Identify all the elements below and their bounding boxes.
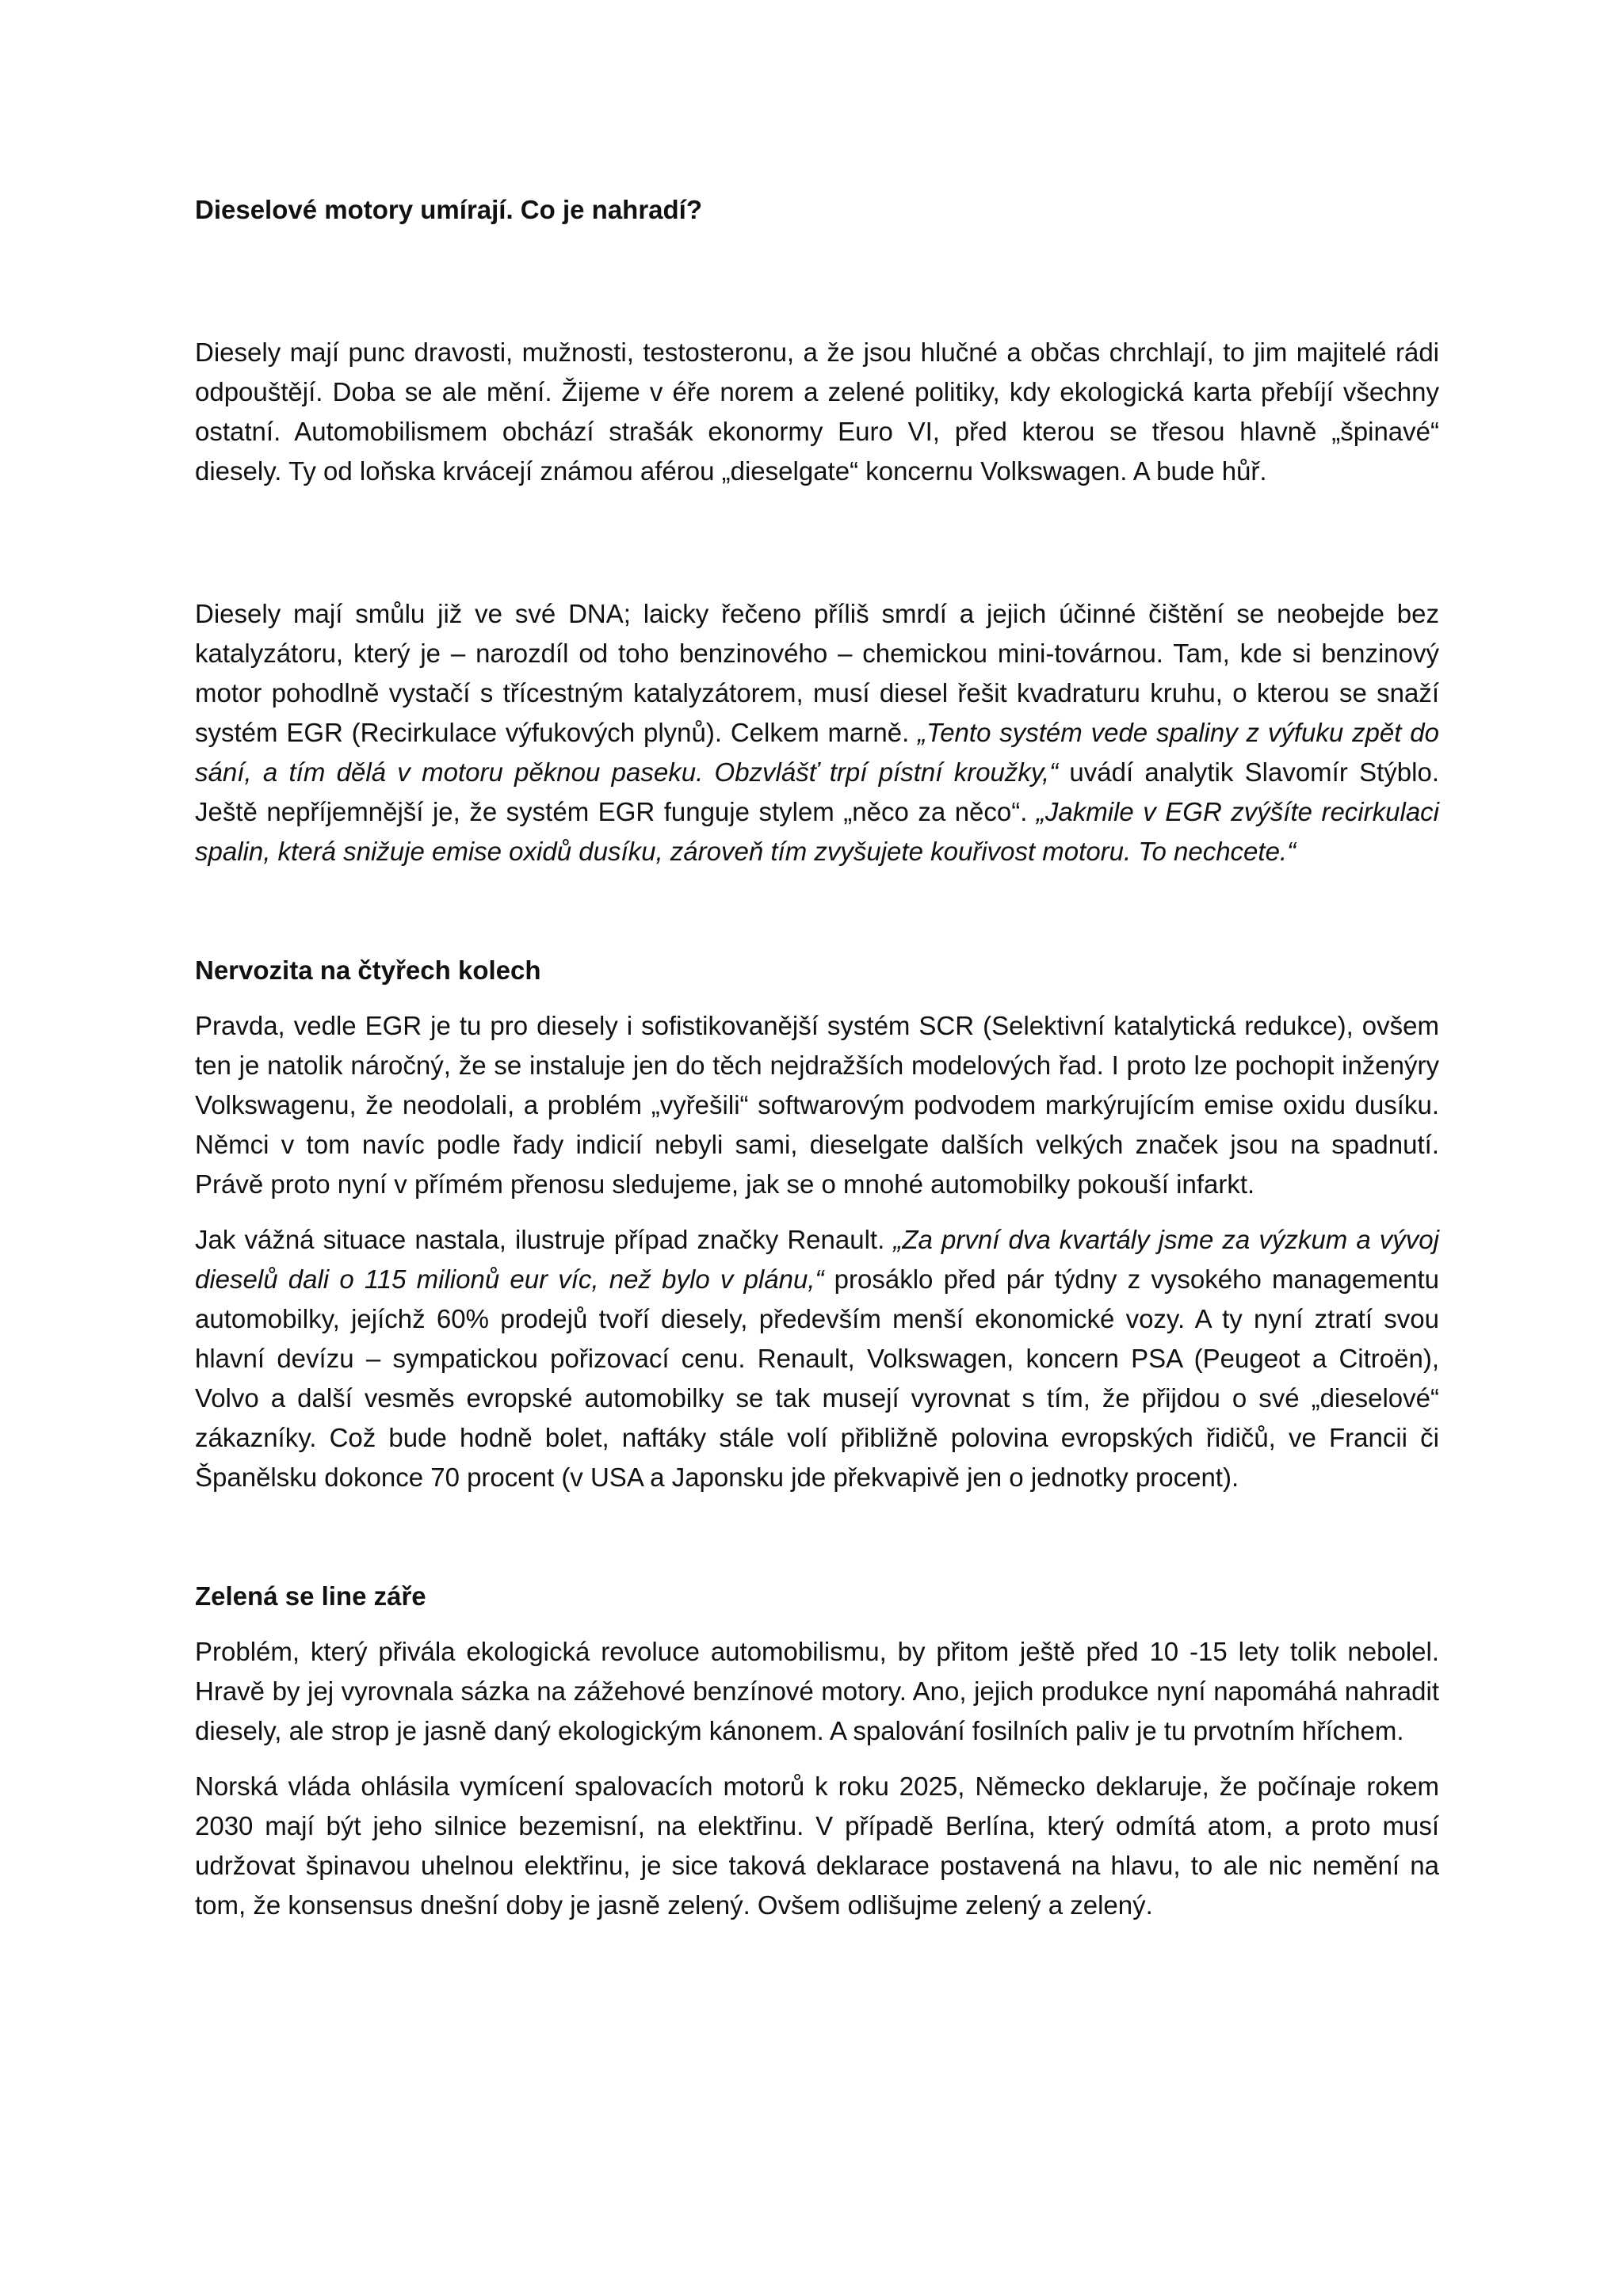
- page-title: Dieselové motory umírají. Co je nahradí?: [195, 195, 703, 224]
- section1-paragraph-2: [195, 1220, 1439, 1497]
- spacer: [195, 1616, 1439, 1632]
- section2-paragraph-2: Norská vláda ohlásila vymícení spalovacích motorů k roku 2025, Německo deklaruje, že počínaje rokem 2030 mají být jeho silnice bezemisní, na elektřinu. V případě Berlína, který odmítá atom, a proto musí udržovat špinavou uhelnou elektřinu, je sice taková deklarace postavená na hlavu, to ale nic nemění na tom, že konsensus dnešní doby je jasně zelený. Ovšem odlišujme zelený a zelený.: [195, 1772, 1439, 1920]
- spacer: [195, 230, 1439, 333]
- intro-paragraph-2-text-b: uvádí analytik Slavomír Stýblo. Ještě nepříjemnější je, že systém EGR funguje stylem „něco za něco“.: [195, 757, 1439, 826]
- section-heading-nervozita: Nervozita na čtyřech kolech: [195, 955, 541, 985]
- spacer: [195, 1751, 1439, 1767]
- intro-paragraph-2-text-a: Diesely mají smůlu již ve své DNA; laicky řečeno příliš smrdí a jejich účinné čištění se neobejde bez katalyzátoru, který je – narozdíl od toho benzinového – chemickou mini-továrnou. Tam, kde si benzinový motor pohodlně vystačí s třícestným katalyzátorem, musí diesel řešit kvadraturu kruhu, o kterou se snaží systém EGR (Recirkulace výfukových plynů). Celkem marně.: [195, 599, 1439, 747]
- section1-paragraph-2-text-b: prosáklo před pár týdny z vysokého managementu automobilky, jejíchž 60% prodejů tvoří diesely, především menší ekonomické vozy. A ty nyní ztratí svou hlavní devízu – sympatickou pořizovací cenu. Renault, Volkswagen, koncern PSA (Peugeot a Citroën), Volvo a další vesměs evropské automobilky se tak musejí vyrovnat s tím, že přijdou o své „dieselové“ zákazníky. Což bude hodně bolet, naftáky stále volí přibližně polovina evropských řidičů, ve Francii či Španělsku dokonce 70 procent (v USA a Japonsku jde překvapivě jen o jednotky procent).: [195, 1264, 1439, 1492]
- intro-quote-1: „Tento systém vede spaliny z výfuku zpět do sání, a tím dělá v motoru pěknou paseku. Obzvlášť trpí pístní kroužky,“: [195, 718, 1439, 787]
- spacer: [195, 990, 1439, 1006]
- section1-quote: „Za první dva kvartály jsme za výzkum a vývoj dieselů dali o 115 milionů eur víc, než bylo v plánu,“: [195, 1225, 1439, 1294]
- document-page: [195, 190, 1439, 1925]
- section1-paragraph-2-text-a: Jak vážná situace nastala, ilustruje případ značky Renault.: [195, 1225, 894, 1254]
- intro-paragraph-2: [195, 594, 1439, 871]
- spacer: [195, 1497, 1439, 1577]
- spacer: [195, 871, 1439, 951]
- section2-paragraph-1: Problém, který přivála ekologická revoluce automobilismu, by přitom ještě před 10 -15 lety tolik nebolel. Hravě by jej vyrovnala sázka na zážehové benzínové motory. Ano, jejich produkce nyní napomáhá nahradit diesely, ale strop je jasně daný ekologickým kánonem. A spalování fosilních paliv je tu prvotním hříchem.: [195, 1637, 1439, 1745]
- section-heading-zelena: Zelená se line záře: [195, 1581, 426, 1611]
- section1-paragraph-1: Pravda, vedle EGR je tu pro diesely i sofistikovanější systém SCR (Selektivní katalytická redukce), ovšem ten je natolik náročný, že se instaluje jen do těch nejdražších modelových řad. I proto lze pochopit inženýry Volkswagenu, že neodolali, a problém „vyřešili“ softwarovým podvodem markýrujícím emise oxidu dusíku. Němci v tom navíc podle řady indicií nebyli sami, dieselgate dalších velkých značek jsou na spadnutí. Právě proto nyní v přímém přenosu sledujeme, jak se o mnohé automobilky pokouší infarkt.: [195, 1011, 1439, 1199]
- intro-quote-2: „Jakmile v EGR zvýšíte recirkulaci spalin, která snižuje emise oxidů dusíku, zároveň tím zvyšujete kouřivost motoru. To nechcete.“: [195, 797, 1439, 866]
- spacer: [195, 491, 1439, 594]
- intro-paragraph-1: Diesely mají punc dravosti, mužnosti, testosteronu, a že jsou hlučné a občas chrchlají, to jim majitelé rádi odpouštějí. Doba se ale mění. Žijeme v éře norem a zelené politiky, kdy ekologická karta přebíjí všechny ostatní. Automobilismem obchází strašák ekonormy Euro VI, před kterou se třesou hlavně „špinavé“ diesely. Ty od loňska krvácejí známou aférou „dieselgate“ koncernu Volkswagen. A bude hůř.: [195, 338, 1439, 486]
- spacer: [195, 1204, 1439, 1220]
